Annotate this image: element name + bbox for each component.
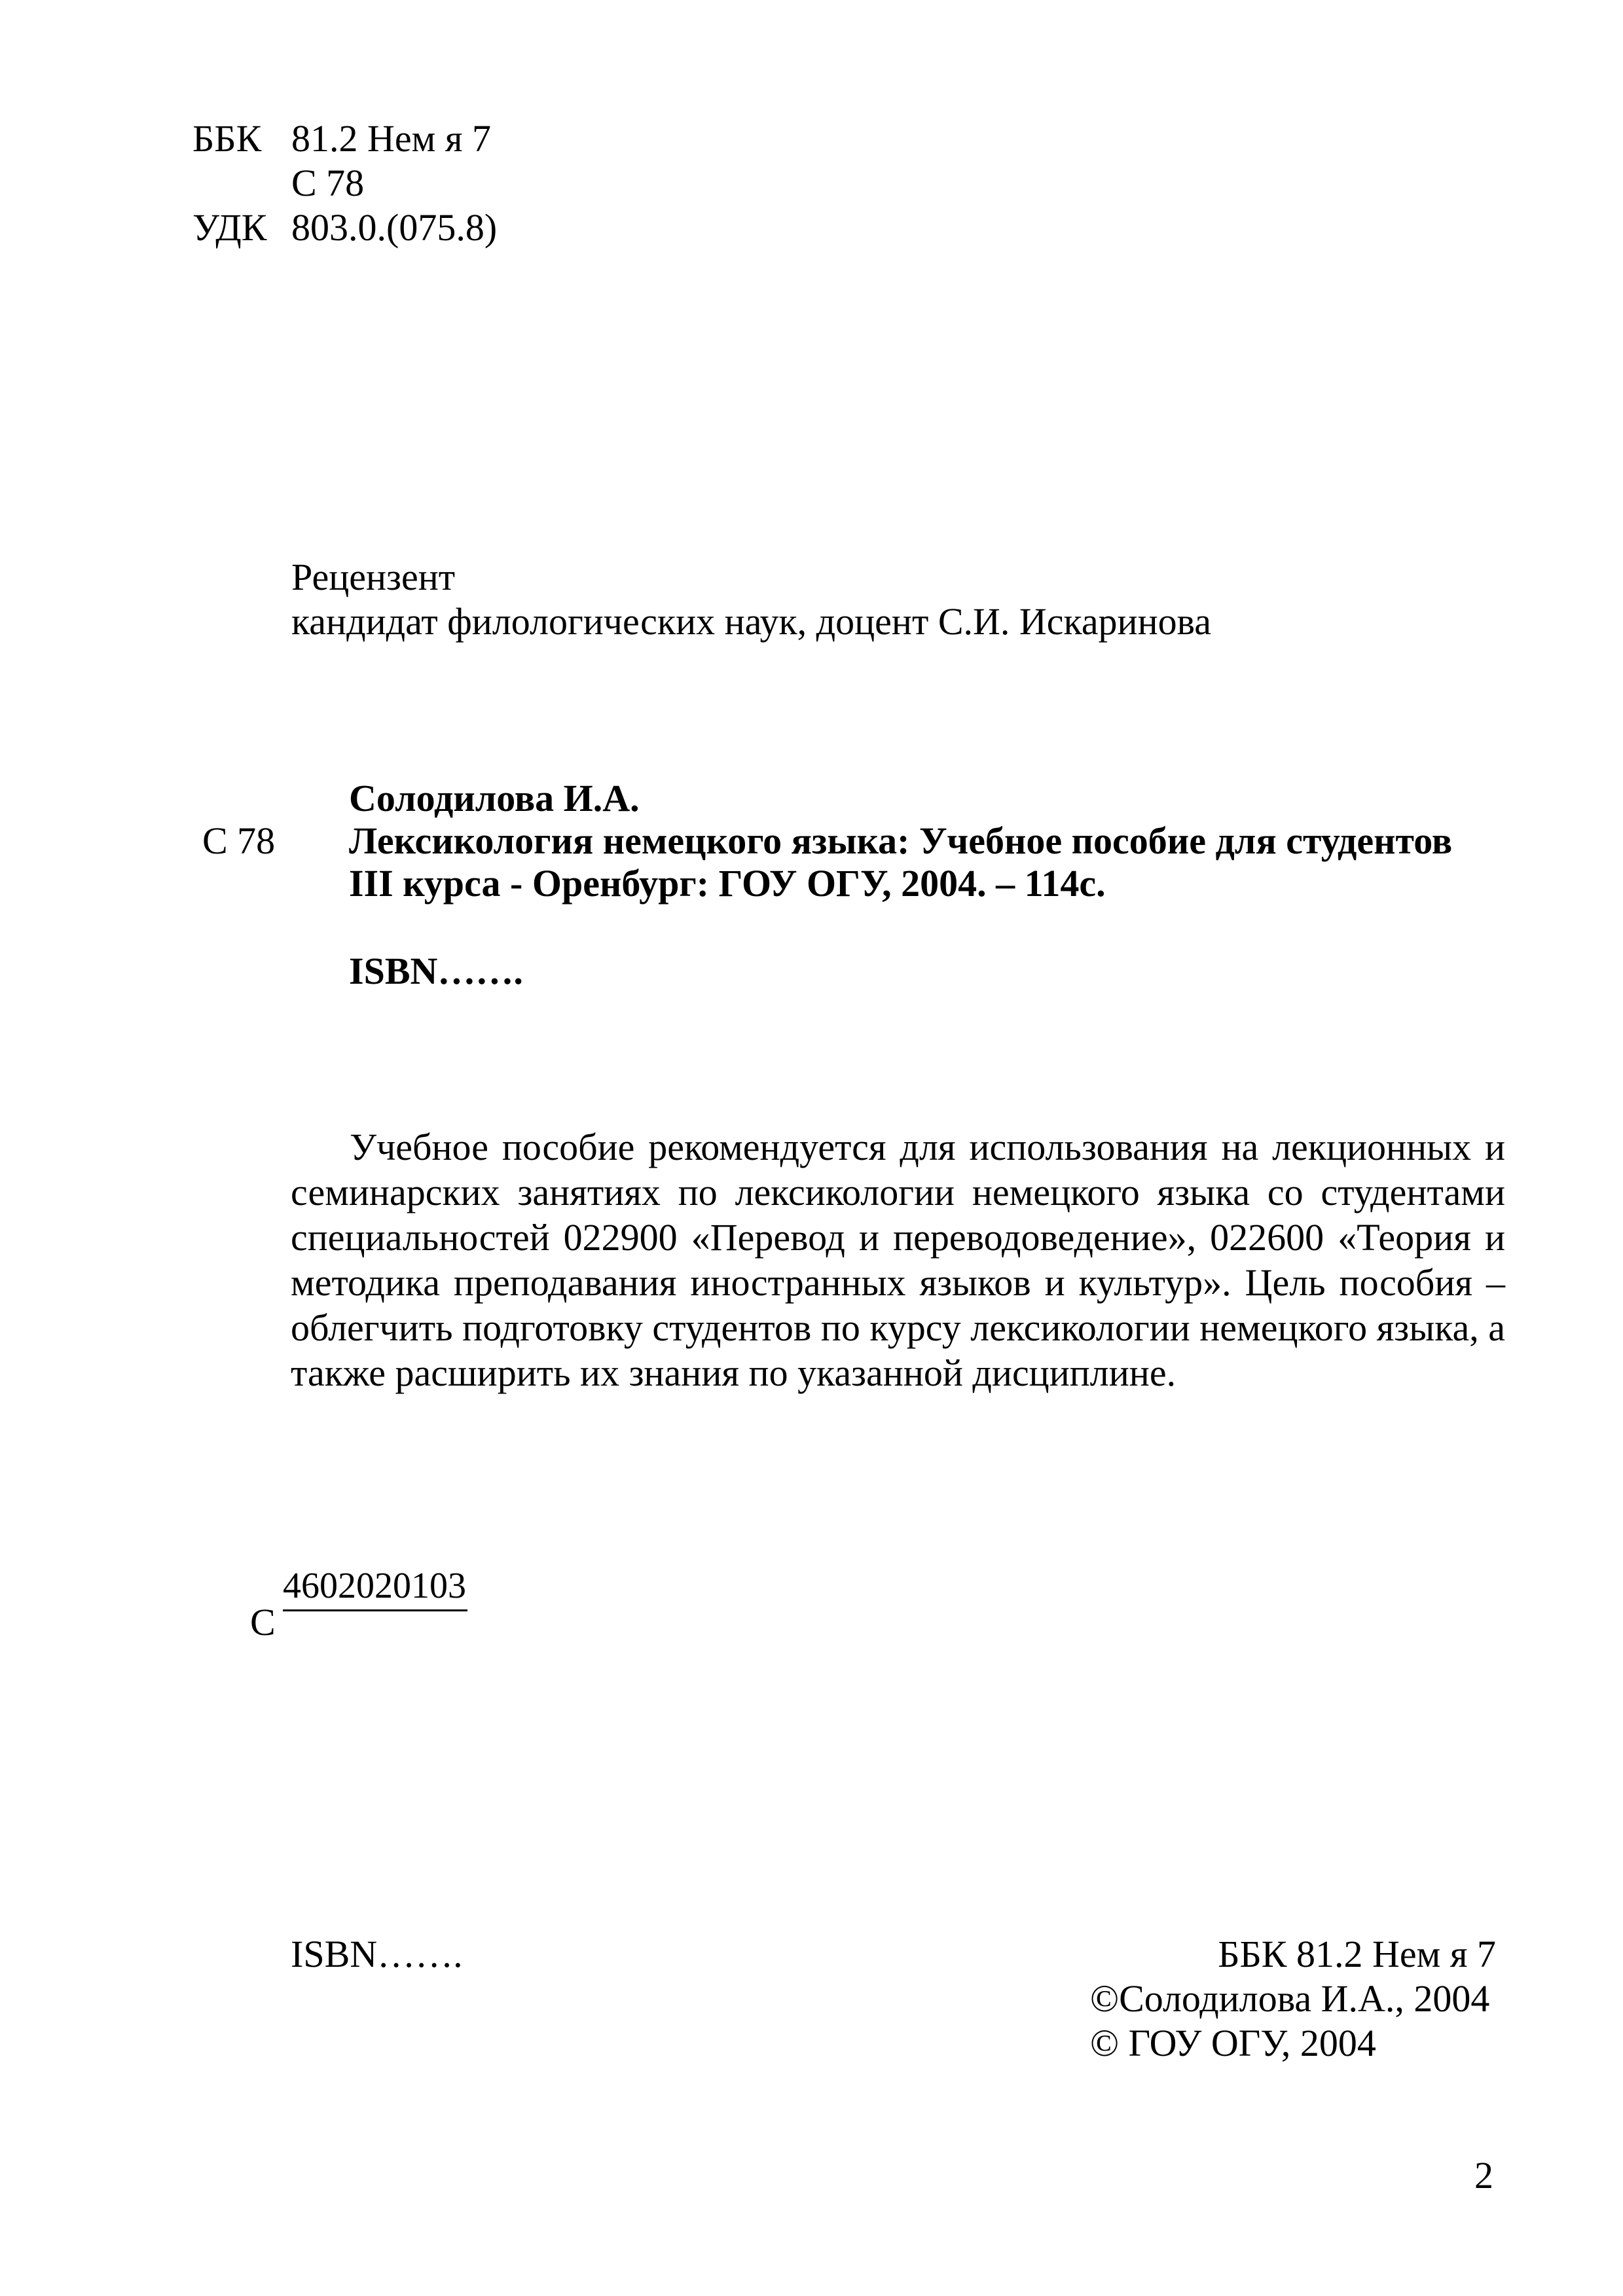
copyright-author: ©Солодилова И.А., 2004: [1090, 1977, 1490, 2020]
footer-bbk: ББК 81.2 Нем я 7: [1218, 1933, 1496, 1975]
book-title-line2: III курса - Оренбург: ГОУ ОГУ, 2004. – 114с.: [349, 862, 1106, 905]
margin-author-sign: С 78: [202, 819, 276, 862]
book-author: Солодилова И.А.: [349, 777, 640, 819]
reviewer-title: Рецензент: [291, 556, 456, 598]
bbk-value: 81.2 Нем я 7: [291, 117, 492, 160]
author-mark: [250, 1566, 486, 1651]
reviewer-name: кандидат филологических наук, доцент С.И. Искаринова: [291, 600, 1211, 643]
annotation-text: Учебное пособие рекомендуется для использования на лекционных и семинарских занятиях по лексикологии немецкого языка со студентами специальностей 022900 «Перевод и переводоведение», 022600 «Теория и методика преподавания иностранных языков и культур». Цель пособия – облегчить подготовку студентов по курсу лексикологии немецкого языка, а также расширить их знания по указанной дисциплине.: [291, 1126, 1505, 1394]
copyright-org: © ГОУ ОГУ, 2004: [1090, 2022, 1376, 2064]
book-title-line1: Лексикология немецкого языка: Учебное пособие для студентов: [349, 819, 1453, 862]
author-mark-letter: С: [250, 1601, 276, 1643]
classification-block: [192, 117, 585, 254]
page-number: 2: [1474, 2154, 1493, 2197]
annotation: [291, 1124, 1505, 1395]
book-isbn: ISBN…….: [349, 950, 523, 992]
footer-isbn: ISBN…….: [291, 1933, 463, 1975]
udk-value: 803.0.(075.8): [291, 206, 498, 249]
bbk-label: ББК: [192, 117, 262, 160]
author-mark-code: 4602020103: [283, 1566, 467, 1611]
udk-label: УДК: [192, 206, 267, 249]
author-sign: С 78: [291, 162, 365, 204]
